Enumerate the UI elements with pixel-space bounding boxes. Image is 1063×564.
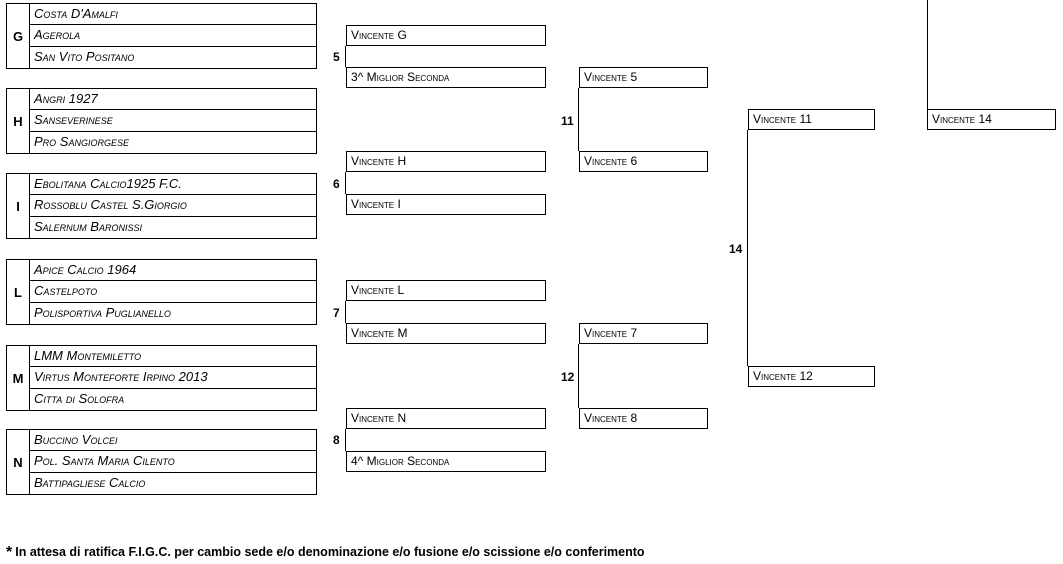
team-name: Ebolitana Calcio1925 F.C. — [29, 174, 316, 195]
team-name: Salernum Baronissi — [34, 218, 142, 234]
bracket-connector — [345, 429, 346, 451]
bracket-connector — [747, 130, 748, 366]
group-l — [6, 259, 317, 325]
group-g — [6, 3, 317, 69]
group-m — [6, 345, 317, 411]
match-number: 6 — [333, 177, 340, 191]
team-name: Pol. Santa Maria Cilento — [29, 451, 316, 472]
team-name: Battipagliese Calcio — [34, 474, 146, 490]
group-h — [6, 88, 317, 154]
slot-vincente-6: Vincente 6 — [579, 151, 708, 172]
slot-vincente-7: Vincente 7 — [579, 323, 708, 344]
match-number: 8 — [333, 433, 340, 447]
group-letter: H — [7, 89, 30, 153]
team-name: LMM Montemiletto — [29, 346, 316, 367]
bracket-connector — [578, 344, 579, 408]
slot-vincente-12: Vincente 12 — [748, 366, 875, 387]
group-n — [6, 429, 317, 495]
group-letter: M — [7, 346, 30, 410]
slot-vincente-i: Vincente I — [346, 194, 546, 215]
team-name: Virtus Monteforte Irpino 2013 — [29, 367, 316, 388]
team-name: San Vito Positano — [34, 48, 135, 64]
team-name: Apice Calcio 1964 — [29, 260, 316, 281]
match-number: 7 — [333, 306, 340, 320]
group-letter: G — [7, 4, 30, 68]
group-letter: L — [7, 260, 30, 324]
team-name: Buccino Volcei — [29, 430, 316, 451]
bracket-connector — [345, 46, 346, 67]
bracket-connector — [578, 88, 579, 151]
bracket-connector — [927, 0, 928, 109]
slot-vincente-5: Vincente 5 — [579, 67, 708, 88]
team-name: Costa D'Amalfi — [29, 4, 316, 25]
slot-vincente-8: Vincente 8 — [579, 408, 708, 429]
match-number: 11 — [561, 114, 574, 128]
slot-vincente-l: Vincente L — [346, 280, 546, 301]
team-name: Angri 1927 — [29, 89, 316, 110]
match-number: 14 — [729, 242, 743, 256]
slot-vincente-n: Vincente N — [346, 408, 546, 429]
group-letter: N — [7, 430, 30, 494]
slot-vincente-14: Vincente 14 — [927, 109, 1056, 130]
group-i — [6, 173, 317, 239]
team-name: Rossoblu Castel S.Giorgio — [29, 195, 316, 216]
footnote — [6, 544, 645, 562]
team-name: Agerola — [29, 25, 316, 46]
footnote-text: In attesa di ratifica F.I.G.C. per cambio sede e/o denominazione e/o fusione e/o scissione e/o conferimento — [15, 545, 645, 559]
slot-4-miglior-seconda: 4^ Miglior Seconda — [346, 451, 546, 472]
team-name: Sanseverinese — [29, 110, 316, 131]
slot-vincente-11: Vincente 11 — [748, 109, 875, 130]
footnote-star: * — [6, 544, 13, 561]
bracket-connector — [345, 301, 346, 323]
team-name: Citta di Solofra — [34, 390, 125, 406]
team-name: Polisportiva Puglianello — [34, 304, 171, 320]
team-name: Castelpoto — [29, 281, 316, 302]
match-number: 5 — [333, 50, 340, 64]
group-letter: I — [7, 174, 30, 238]
team-name: Pro Sangiorgese — [34, 133, 129, 149]
slot-vincente-h: Vincente H — [346, 151, 546, 172]
slot-3-miglior-seconda: 3^ Miglior Seconda — [346, 67, 546, 88]
bracket-connector — [345, 172, 346, 194]
match-number: 12 — [561, 370, 575, 384]
slot-vincente-m: Vincente M — [346, 323, 546, 344]
slot-vincente-g: Vincente G — [346, 25, 546, 46]
